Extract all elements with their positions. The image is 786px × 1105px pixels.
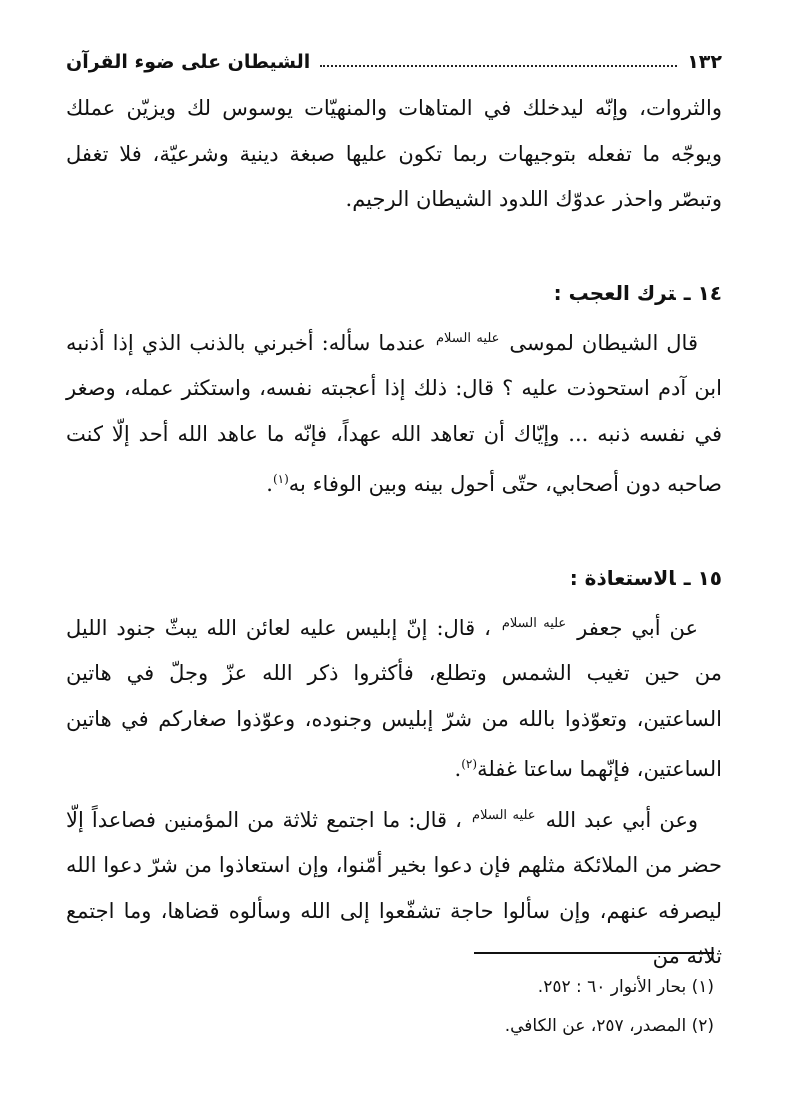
running-header: [66, 48, 722, 76]
text-run: عندما سأله: أخبرني بالذنب الذي إذا أذنبه ابن آدم استحوذت عليه ؟ قال: ذلك إذا أعجبته نفسه، واستكثر عمله، وصغر في نفسه ذنبه ... وإيّاك أن تعاهد الله عهداً، فإنّه ما عاهد الله أحد إلّا كنت صاحبه دون أصحابي، حتّى أحول بينه وبين الوفاء به: [66, 330, 722, 496]
text-run: وعن أبي عبد الله: [545, 807, 698, 832]
paragraph-moses: [66, 316, 722, 508]
footnote-divider: [474, 952, 714, 954]
section-heading-15: [66, 556, 722, 601]
honorific-mark: عليه السلام: [472, 807, 536, 823]
footnote-ref: (٢): [461, 757, 478, 771]
text-run: .: [266, 472, 273, 496]
honorific-mark: عليه السلام: [435, 330, 500, 346]
footnote-1: (١) بحار الأنوار ٦٠ : ٢٥٢.: [537, 977, 714, 997]
paragraph-continuation: والثروات، وإنّه ليدخلك في المتاهات والمنهيّات يوسوس لك ويزيّن عملك ويوجّه ما تفعله بتوجيهات ربما تكون عليها صبغة دينية وشرعيّة، فلا تغفل وتبصّر واحذر عدوّك اللدود الشيطان الرجيم.: [66, 96, 723, 211]
footnote-2: (٢) المصدر، ٢٥٧، عن الكافي.: [504, 1016, 714, 1036]
text-run: قال الشيطان لموسى: [509, 330, 698, 355]
dotted-leader: [320, 65, 677, 67]
honorific-mark: عليه السلام: [501, 615, 567, 631]
book-title: الشيطان على ضوء القرآن: [66, 51, 311, 73]
paragraph-abu-jafar: [66, 601, 722, 793]
footnotes: [66, 968, 714, 1046]
text-run: عن أبي جعفر: [577, 615, 699, 640]
text-run: .: [454, 757, 462, 781]
page-number: ١٣٢: [687, 51, 722, 73]
section-title: ترك العجب :: [553, 280, 676, 305]
section-number: ١٥ ـ: [683, 565, 722, 590]
section-heading-14: [66, 271, 722, 316]
footnote-ref: (١): [272, 472, 289, 486]
section-number: ١٤ ـ: [683, 280, 722, 305]
text-run: ، قال: ما اجتمع ثلاثة من المؤمنين فصاعداً إلّا حضر من الملائكة مثلهم فإن دعوا بخير أمّنوا، وإن استعاذوا من شرّ دعوا الله ليصرفه عنهم، وإن سألوا حاجة تشفّعوا إلى الله وسألوه قضاها، وما اجتمع ثلاثة من: [66, 807, 722, 968]
section-title: الاستعاذة :: [569, 565, 676, 590]
text-run: ، قال: إنّ إبليس عليه لعائن الله يبثّ جنود الليل من حين تغيب الشمس وتطلع، فأكثروا ذكر الله عزّ وجلّ في هاتين الساعتين، وتعوّذوا بالله من شرّ إبليس وجنوده، وعوّذوا صغاركم في هاتين الساعتين، فإنّهما ساعتا غفلة: [66, 615, 722, 781]
